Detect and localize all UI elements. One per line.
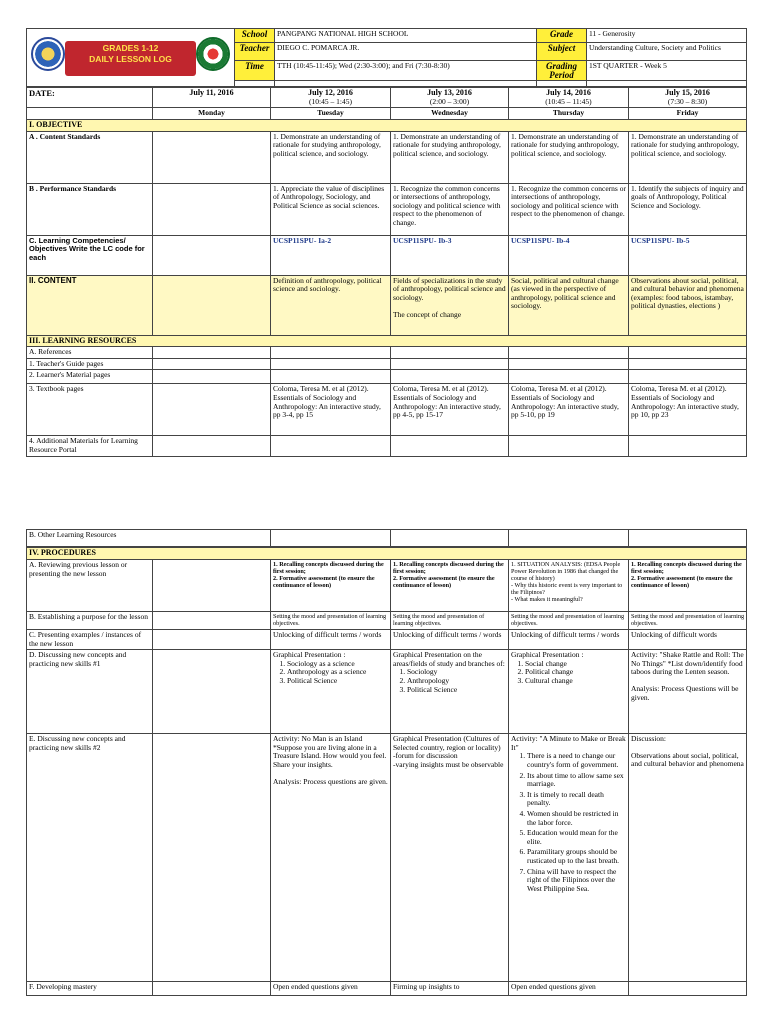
proc-e-thu: Activity: "A Minute to Make or Break It" 1. There is a need to change our country's form of government. 2. Its about time to allow same sex marriage. 3. It is timely to recall death penalty. 4. Women should be restricted in the labor force. 5. Education would mean for the elite. 6. Paramilitary groups should be rusticated up to the last breath. 7. China will have to respect the right of the Filipinos over the West Philippine Sea. xyxy=(509,734,629,982)
content-thu: Social, political and cultural change (as viewed in the perspective of anthropology, political science and sociology. xyxy=(509,275,629,335)
day-fri: Friday xyxy=(629,108,747,120)
proc-d-fri: Activity: "Shake Rattle and Roll: The No Things" *List down/identify food taboos during the Lenten season. Analysis: Process Questions will be given. xyxy=(629,650,747,734)
banner-line2: DAILY LESSON LOG xyxy=(89,54,172,64)
content-heading: II. CONTENT xyxy=(27,275,153,335)
school-label: School xyxy=(235,29,275,43)
period-label: Grading Period xyxy=(537,61,587,81)
textbook-thu: Coloma, Teresa M. et al (2012). Essentials of Sociology and Anthropology: An interactive study, pp 5-10, pp 19 xyxy=(509,384,629,436)
proc-b-thu: Setting the mood and presentation of learning objectives. xyxy=(509,612,629,630)
proc-f-label: F. Developing mastery xyxy=(27,982,153,996)
period-value: 1ST QUARTER - Week 5 xyxy=(587,61,747,81)
proc-b-tue: Setting the mood and presentation of learning objectives. xyxy=(271,612,391,630)
textbook-label: 3. Textbook pages xyxy=(27,384,153,436)
grade-label: Grade xyxy=(537,29,587,43)
proc-e-tue: Activity: No Man is an Island *Suppose you are living alone in a Treasure Island. How would you feel. Share your insights. Analysis: Process questions are given. xyxy=(271,734,391,982)
resources-heading: III. LEARNING RESOURCES xyxy=(27,335,747,347)
content-standards-fri: 1. Demonstrate an understanding of rationale for studying anthropology, political science, and sociology. xyxy=(629,131,747,183)
proc-c-tue: Unlocking of difficult terms / words xyxy=(271,630,391,650)
day-mon: Monday xyxy=(153,108,271,120)
date-fri: July 15, 2016 (7:30 – 8:30) xyxy=(629,88,747,108)
school-value: PANGPANG NATIONAL HIGH SCHOOL xyxy=(275,29,537,43)
proc-a-thu: 1. SITUATION ANALYSIS: (EDSA People Power Revolution in 1986 that changed the course of history) - Why this historic event is very important to the Filipinos? - What makes it meaningful? xyxy=(509,560,629,612)
procedures-main xyxy=(26,547,747,996)
proc-a-tue: 1. Recalling concepts discussed during the first session; 2. Formative assessment (to ensure the continuance of lesson) xyxy=(271,560,391,612)
time-value: TTH (10:45-11:45); Wed (2:30-3:00); and Fri (7:30-8:30) xyxy=(275,61,537,81)
date-thu: July 14, 2016 (10:45 – 11:45) xyxy=(509,88,629,108)
objective-heading: I. OBJECTIVE xyxy=(27,119,747,131)
additional-materials-label: 4. Additional Materials for Learning Resource Portal xyxy=(27,436,153,456)
proc-c-fri: Unlocking of difficult words xyxy=(629,630,747,650)
subject-label: Subject xyxy=(537,43,587,61)
grade-value: 11 - Generosity xyxy=(587,29,747,43)
competency-wed: UCSP11SPU- Ib-3 xyxy=(391,235,509,275)
textbook-fri: Coloma, Teresa M. et al (2012). Essentials of Sociology and Anthropology: An interactive study, pp 10, pp 23 xyxy=(629,384,747,436)
proc-c-label: C. Presenting examples / instances of the new lesson xyxy=(27,630,153,650)
textbook-mon xyxy=(153,384,271,436)
proc-b-wed: Setting the mood and presentation of learning objectives. xyxy=(391,612,509,630)
content-tue: Definition of anthropology, political science and sociology. xyxy=(271,275,391,335)
lesson-log-page-2 xyxy=(26,529,746,996)
performance-standards-tue: 1. Appreciate the value of disciplines of Anthropology, Sociology, and Political Science as social sciences. xyxy=(271,183,391,235)
procedures-heading: IV. PROCEDURES xyxy=(27,548,747,560)
proc-d-thu: Graphical Presentation : 1. Social change 2. Political change 3. Cultural change xyxy=(509,650,629,734)
competency-tue: UCSP11SPU- Ia-2 xyxy=(271,235,391,275)
proc-f-fri xyxy=(629,982,747,996)
subject-value: Understanding Culture, Society and Politics xyxy=(587,43,747,61)
proc-b-fri: Setting the mood and presentation of learning objectives. xyxy=(629,612,747,630)
header-logo xyxy=(27,29,235,87)
proc-f-tue: Open ended questions given xyxy=(271,982,391,996)
dll-banner xyxy=(65,41,196,76)
content-mon xyxy=(153,275,271,335)
competencies-label: C. Learning Competencies/ Objectives Write the LC code for each xyxy=(27,235,153,275)
banner-line1: GRADES 1-12 xyxy=(102,43,159,53)
proc-a-fri: 1. Recalling concepts discussed during the first session; 2. Formative assessment (to ensure the continuance of lesson) xyxy=(629,560,747,612)
performance-standards-thu: 1. Recognize the common concerns or intersections of anthropology, sociology and political science with respect to the phenomenon of change. xyxy=(509,183,629,235)
proc-d-label: D. Discussing new concepts and practicing new skills #1 xyxy=(27,650,153,734)
proc-c-thu: Unlocking of difficult terms / words xyxy=(509,630,629,650)
competency-mon xyxy=(153,235,271,275)
proc-f-wed: Firming up insights to xyxy=(391,982,509,996)
date-label: DATE: xyxy=(27,88,153,108)
main-table xyxy=(26,87,747,456)
competency-fri: UCSP11SPU- Ib-5 xyxy=(629,235,747,275)
proc-e-fri: Discussion: Observations about social, political, and cultural behavior and phenomena xyxy=(629,734,747,982)
proc-c-wed: Unlocking of difficult terms / words xyxy=(391,630,509,650)
proc-e-wed: Graphical Presentation (Cultures of Selected country, region or locality) -forum for discussion -varying insights must be observable xyxy=(391,734,509,982)
textbook-wed: Coloma, Teresa M. et al (2012). Essentials of Sociology and Anthropology: An interactive study, pp 4-5, pp 15-17 xyxy=(391,384,509,436)
time-label: Time xyxy=(235,61,275,81)
competency-thu: UCSP11SPU- Ib-4 xyxy=(509,235,629,275)
proc-e-label: E. Discussing new concepts and practicing new skills #2 xyxy=(27,734,153,982)
day-wed: Wednesday xyxy=(391,108,509,120)
proc-a-label: A. Reviewing previous lesson or presenting the new lesson xyxy=(27,560,153,612)
proc-f-thu: Open ended questions given xyxy=(509,982,629,996)
performance-standards-label: B . Performance Standards xyxy=(27,183,153,235)
proc-d-wed: Graphical Presentation on the areas/fields of study and branches of: 1. Sociology 2. Anthropology 3. Political Science xyxy=(391,650,509,734)
lm-label: 2. Learner's Material pages xyxy=(27,370,153,384)
lesson-log-page-1 xyxy=(26,28,746,457)
content-wed: Fields of specializations in the study of anthropology, political science and sociology. The concept of change xyxy=(391,275,509,335)
date-wed: July 13, 2016 (2:00 – 3:00) xyxy=(391,88,509,108)
tg-label: 1. Teacher's Guide pages xyxy=(27,358,153,370)
date-tue: July 12, 2016 (10:45 – 1:45) xyxy=(271,88,391,108)
procedures-table xyxy=(26,529,747,547)
teacher-label: Teacher xyxy=(235,43,275,61)
performance-standards-mon xyxy=(153,183,271,235)
school-seal-icon xyxy=(196,37,230,71)
proc-d-tue: Graphical Presentation : 1. Sociology as a science 2. Anthropology as a science 3. Political Science xyxy=(271,650,391,734)
other-resources-label: B. Other Learning Resources xyxy=(27,530,271,547)
content-fri: Observations about social, political, and cultural behavior and phenomena (examples: food taboos, istambay, political dynasties, elections ) xyxy=(629,275,747,335)
teacher-value: DIEGO C. POMARCA JR. xyxy=(275,43,537,61)
textbook-tue: Coloma, Teresa M. et al (2012). Essentials of Sociology and Anthropology: An interactive study, pp 3-4, pp 15 xyxy=(271,384,391,436)
date-mon: July 11, 2016 xyxy=(153,88,271,108)
references-label: A. References xyxy=(27,347,153,359)
performance-standards-fri: 1. Identify the subjects of inquiry and goals of Anthropology, Political Science and Sociology. xyxy=(629,183,747,235)
proc-a-wed: 1. Recalling concepts discussed during the first session; 2. Formative assessment (to ensure the continuance of lesson) xyxy=(391,560,509,612)
day-thu: Thursday xyxy=(509,108,629,120)
content-standards-label: A . Content Standards xyxy=(27,131,153,183)
content-standards-wed: 1. Demonstrate an understanding of rationale for studying anthropology, political science, and sociology. xyxy=(391,131,509,183)
day-tue: Tuesday xyxy=(271,108,391,120)
header-table xyxy=(26,28,747,87)
proc-b-label: B. Establishing a purpose for the lesson xyxy=(27,612,153,630)
deped-seal-icon xyxy=(31,37,65,71)
performance-standards-wed: 1. Recognize the common concerns or intersections of anthropology, sociology and political science with respect to the phenomenon of change. xyxy=(391,183,509,235)
content-standards-tue: 1. Demonstrate an understanding of rationale for studying anthropology, political science, and sociology. xyxy=(271,131,391,183)
content-standards-mon xyxy=(153,131,271,183)
content-standards-thu: 1. Demonstrate an understanding of rationale for studying anthropology, political science, and sociology. xyxy=(509,131,629,183)
